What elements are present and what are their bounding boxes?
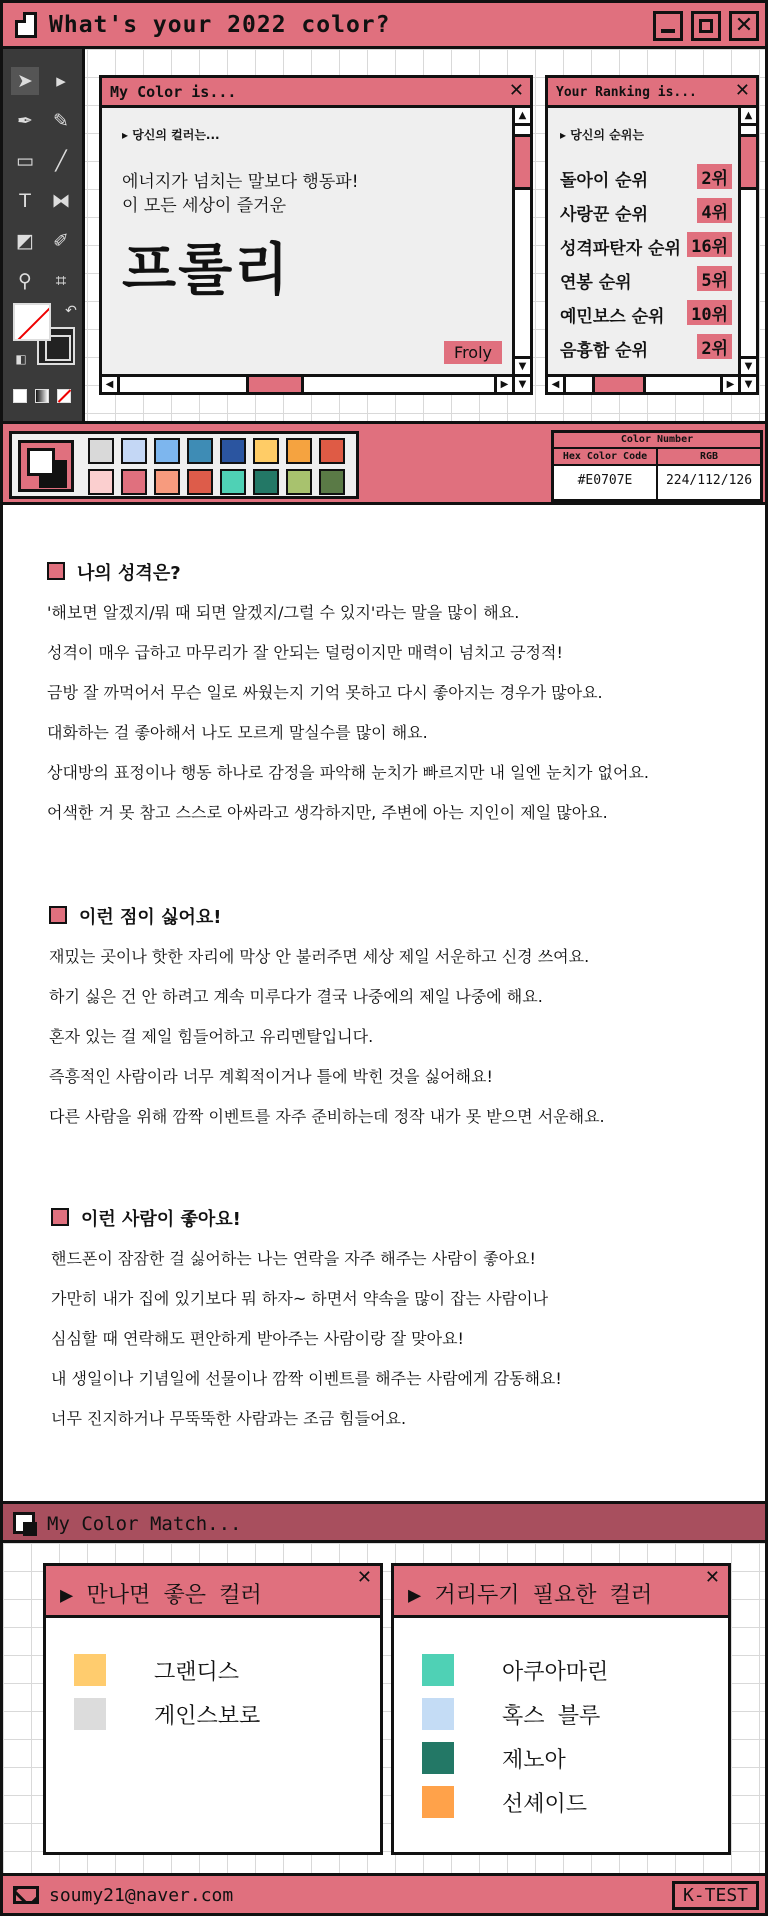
section-line: 재밌는 곳이나 핫한 자리에 막상 안 불러주면 세상 제일 서운하고 신경 쓰여요. bbox=[49, 947, 590, 966]
rectangle-icon[interactable]: ▭ bbox=[16, 150, 34, 172]
palette-swatch[interactable] bbox=[88, 438, 114, 464]
scroll-up-icon[interactable]: ▲ bbox=[741, 108, 756, 126]
window-title: What's your 2022 color? bbox=[49, 12, 391, 38]
ranking-subtitle: ▸ 당신의 순위는 bbox=[560, 128, 644, 142]
color-name-english: Froly bbox=[444, 341, 502, 364]
ranking-row bbox=[560, 266, 732, 292]
ranking-row bbox=[560, 334, 732, 360]
hex-value: #E0707E bbox=[577, 473, 633, 488]
palette-swatch[interactable] bbox=[88, 469, 114, 495]
palette-swatch[interactable] bbox=[286, 438, 312, 464]
ranking-value: 2위 bbox=[697, 334, 732, 359]
section-square-icon bbox=[49, 906, 67, 924]
pen-icon[interactable]: ✒ bbox=[17, 110, 33, 132]
palette-swatch[interactable] bbox=[319, 469, 345, 495]
palette-swatch[interactable] bbox=[187, 438, 213, 464]
scroll-corner-icon[interactable]: ▼ bbox=[738, 377, 756, 392]
scroll-right-icon[interactable]: ▶ bbox=[720, 377, 738, 392]
palette-swatch[interactable] bbox=[220, 438, 246, 464]
scroll-down-icon[interactable]: ▼ bbox=[741, 356, 756, 374]
section-line: 어색한 거 못 참고 스스로 아싸라고 생각하지만, 주변에 아는 지인이 제일 많아요. bbox=[47, 803, 608, 822]
gradient-icon[interactable]: ◩ bbox=[16, 230, 34, 252]
color-chip bbox=[74, 1654, 106, 1686]
palette-swatch[interactable] bbox=[253, 438, 279, 464]
mail-icon bbox=[13, 1886, 39, 1904]
pen-add-icon[interactable]: ✎ bbox=[53, 110, 69, 132]
section-square-icon bbox=[47, 562, 65, 580]
good-colors-titlebar bbox=[46, 1566, 380, 1618]
fill-mode-icon[interactable] bbox=[13, 389, 27, 403]
ranking-value: 4위 bbox=[697, 198, 732, 223]
palette-swatch[interactable] bbox=[319, 438, 345, 464]
color-tagline-1: 에너지가 넘치는 말보다 행동파! bbox=[122, 172, 359, 192]
color-chip bbox=[422, 1698, 454, 1730]
personality-content bbox=[3, 505, 765, 1501]
scroll-left-icon[interactable]: ◀ bbox=[102, 377, 120, 392]
ranking-label: 예민보스 순위 bbox=[560, 307, 665, 327]
close-icon[interactable]: ✕ bbox=[356, 1567, 372, 1588]
ranking-row bbox=[560, 300, 732, 326]
foreground-color-swatch[interactable] bbox=[13, 303, 51, 341]
maximize-button[interactable] bbox=[691, 11, 721, 41]
color-chip bbox=[422, 1786, 454, 1818]
color-item-name: 혹스 블루 bbox=[502, 1704, 601, 1729]
palette-strip bbox=[3, 421, 765, 505]
ranking-window bbox=[545, 75, 759, 395]
palette-swatch[interactable] bbox=[187, 469, 213, 495]
select-arrow-icon[interactable]: ➤ bbox=[11, 67, 39, 95]
mirror-icon[interactable]: ⧓ bbox=[51, 190, 71, 212]
section-line: 내 생일이나 기념일에 선물이나 깜짝 이벤트를 해주는 사람에게 감동해요! bbox=[51, 1369, 562, 1388]
color-palette bbox=[9, 431, 359, 499]
color-match-bar bbox=[3, 1501, 765, 1543]
gradient-mode-icon[interactable] bbox=[35, 389, 49, 403]
horizontal-scroll-thumb[interactable] bbox=[592, 377, 646, 392]
close-button[interactable]: ✕ bbox=[729, 11, 759, 41]
palette-swatch[interactable] bbox=[220, 469, 246, 495]
section-personality bbox=[47, 557, 649, 833]
horizontal-scroll-thumb[interactable] bbox=[246, 377, 304, 392]
section-line: '해보면 알겠지/뭐 때 되면 알겠지/그럴 수 있지'라는 말을 많이 해요. bbox=[47, 603, 520, 622]
section-line: 다른 사람을 위해 깜짝 이벤트를 자주 준비하는데 정작 내가 못 받으면 서운해요. bbox=[49, 1107, 605, 1126]
section-likes bbox=[51, 1203, 562, 1439]
minimize-button[interactable] bbox=[653, 11, 683, 41]
ranking-value: 10위 bbox=[687, 300, 732, 325]
brand-badge: K-TEST bbox=[672, 1881, 759, 1910]
workspace bbox=[3, 49, 765, 421]
match-area bbox=[3, 1543, 765, 1873]
horizontal-scrollbar[interactable] bbox=[102, 374, 530, 392]
bad-colors-window bbox=[391, 1563, 731, 1855]
bad-colors-titlebar bbox=[394, 1566, 728, 1618]
color-item-name: 제노아 bbox=[502, 1748, 566, 1773]
bad-colors-title: ▶ 거리두기 필요한 컬러 bbox=[408, 1583, 653, 1608]
color-number-header: Color Number bbox=[554, 433, 760, 449]
section-line: 심심할 때 연락해도 편안하게 받아주는 사람이랑 잘 맞아요! bbox=[51, 1329, 464, 1348]
rgb-label: RGB bbox=[658, 449, 760, 466]
palette-swatch[interactable] bbox=[253, 469, 279, 495]
color-number-panel bbox=[551, 430, 763, 502]
horizontal-scrollbar[interactable] bbox=[548, 374, 756, 392]
good-colors-window bbox=[43, 1563, 383, 1855]
palette-swatch[interactable] bbox=[286, 469, 312, 495]
brush-icon[interactable]: ╱ bbox=[55, 150, 67, 172]
ranking-label: 음흉함 순위 bbox=[560, 341, 649, 361]
direct-select-icon[interactable]: ▸ bbox=[56, 70, 66, 92]
section-line: 핸드폰이 잠잠한 걸 싫어하는 나는 연락을 자주 해주는 사람이 좋아요! bbox=[51, 1249, 536, 1268]
ranking-value: 5위 bbox=[697, 266, 732, 291]
vertical-scrollbar[interactable] bbox=[738, 108, 756, 374]
ranking-title: Your Ranking is... bbox=[556, 85, 697, 100]
scroll-down-icon[interactable]: ▼ bbox=[515, 356, 530, 374]
hex-label: Hex Color Code bbox=[554, 449, 656, 466]
section-heading: 이런 사람이 좋아요! bbox=[81, 1209, 241, 1230]
section-square-icon bbox=[51, 1208, 69, 1226]
scroll-right-icon[interactable]: ▶ bbox=[494, 377, 512, 392]
none-mode-icon[interactable] bbox=[57, 389, 71, 403]
ranking-label: 성격파탄자 순위 bbox=[560, 239, 681, 259]
ranking-label: 연봉 순위 bbox=[560, 273, 632, 293]
color-subtitle: ▸ 당신의 컬러는... bbox=[122, 128, 220, 142]
rgb-value: 224/112/126 bbox=[665, 473, 753, 488]
good-colors-title: ▶ 만나면 좋은 컬러 bbox=[60, 1583, 262, 1608]
color-match-title: My Color Match... bbox=[47, 1513, 242, 1535]
footer-bar bbox=[3, 1873, 765, 1913]
tool-panel bbox=[3, 49, 85, 421]
crop-icon[interactable]: ⌗ bbox=[55, 270, 67, 292]
document-icon bbox=[15, 12, 37, 38]
scroll-corner-icon[interactable]: ▼ bbox=[512, 377, 530, 392]
my-color-window bbox=[99, 75, 533, 395]
ranking-label: 사랑꾼 순위 bbox=[560, 205, 649, 225]
ranking-value: 16위 bbox=[687, 232, 732, 257]
section-heading: 이런 점이 싫어요! bbox=[79, 907, 222, 928]
footer-email[interactable]: soumy21@naver.com bbox=[49, 1885, 234, 1906]
close-icon[interactable]: ✕ bbox=[704, 1567, 720, 1588]
my-color-titlebar bbox=[102, 78, 530, 108]
text-icon[interactable]: T bbox=[19, 190, 31, 212]
palette-swatch[interactable] bbox=[121, 469, 147, 495]
close-icon[interactable]: ✕ bbox=[508, 80, 524, 101]
section-line: 상대방의 표정이나 행동 하나로 감정을 파악해 눈치가 빠르지만 내 일엔 눈치가 없어요. bbox=[47, 763, 649, 782]
ranking-row bbox=[560, 164, 732, 190]
ranking-label: 돌아이 순위 bbox=[560, 171, 649, 191]
scroll-left-icon[interactable]: ◀ bbox=[548, 377, 566, 392]
color-item-name: 선셰이드 bbox=[502, 1792, 588, 1817]
my-color-title: My Color is... bbox=[110, 83, 237, 101]
color-tagline-2: 이 모든 세상이 즐거운 bbox=[122, 196, 287, 216]
section-dislikes bbox=[49, 901, 605, 1137]
section-line: 금방 잘 까먹어서 무슨 일로 싸웠는지 기억 못하고 다시 좋아지는 경우가 많아요. bbox=[47, 683, 603, 702]
color-chip bbox=[74, 1698, 106, 1730]
section-line: 성격이 매우 급하고 마무리가 잘 안되는 덜렁이지만 매력이 넘치고 긍정적! bbox=[47, 643, 563, 662]
ranking-value: 2위 bbox=[697, 164, 732, 189]
color-item-name: 아쿠아마린 bbox=[502, 1660, 609, 1685]
current-color-indicator bbox=[18, 440, 74, 492]
ranking-row bbox=[560, 232, 732, 258]
section-line: 너무 진지하거나 무뚝뚝한 사람과는 조금 힘들어요. bbox=[51, 1409, 407, 1428]
section-line: 대화하는 걸 좋아해서 나도 모르게 말실수를 많이 해요. bbox=[47, 723, 428, 742]
color-item-name: 게인스보로 bbox=[154, 1704, 261, 1729]
section-line: 가만히 내가 집에 있기보다 뭐 하자~ 하면서 약속을 많이 잡는 사람이나 bbox=[51, 1289, 549, 1308]
palette-swatch[interactable] bbox=[154, 438, 180, 464]
color-chip bbox=[422, 1654, 454, 1686]
scroll-thumb[interactable] bbox=[515, 134, 530, 190]
palette-swatch[interactable] bbox=[154, 469, 180, 495]
scroll-thumb[interactable] bbox=[741, 134, 756, 190]
ranking-row bbox=[560, 198, 732, 224]
color-chip bbox=[422, 1742, 454, 1774]
section-line: 즉흥적인 사람이라 너무 계획적이거나 틀에 박힌 것을 싫어해요! bbox=[49, 1067, 493, 1086]
section-line: 혼자 있는 걸 제일 힘들어하고 유리멘탈입니다. bbox=[49, 1027, 374, 1046]
zoom-icon[interactable]: ⚲ bbox=[18, 270, 32, 292]
swap-colors-icon[interactable]: ↶ bbox=[65, 303, 77, 319]
color-item-name: 그랜디스 bbox=[154, 1660, 240, 1685]
eyedropper-icon[interactable]: ✐ bbox=[53, 230, 69, 252]
scroll-up-icon[interactable]: ▲ bbox=[515, 108, 530, 126]
default-colors-icon[interactable]: ◧ bbox=[15, 352, 27, 366]
ranking-titlebar bbox=[548, 78, 756, 108]
vertical-scrollbar[interactable] bbox=[512, 108, 530, 374]
section-heading: 나의 성격은? bbox=[77, 563, 181, 584]
layers-icon bbox=[13, 1512, 35, 1534]
color-name-korean: 프롤리 bbox=[122, 238, 291, 303]
palette-swatch[interactable] bbox=[121, 438, 147, 464]
close-icon[interactable]: ✕ bbox=[734, 80, 750, 101]
section-line: 하기 싫은 건 안 하려고 계속 미루다가 결국 나중에의 제일 나중에 해요. bbox=[49, 987, 543, 1006]
title-bar bbox=[3, 3, 765, 49]
